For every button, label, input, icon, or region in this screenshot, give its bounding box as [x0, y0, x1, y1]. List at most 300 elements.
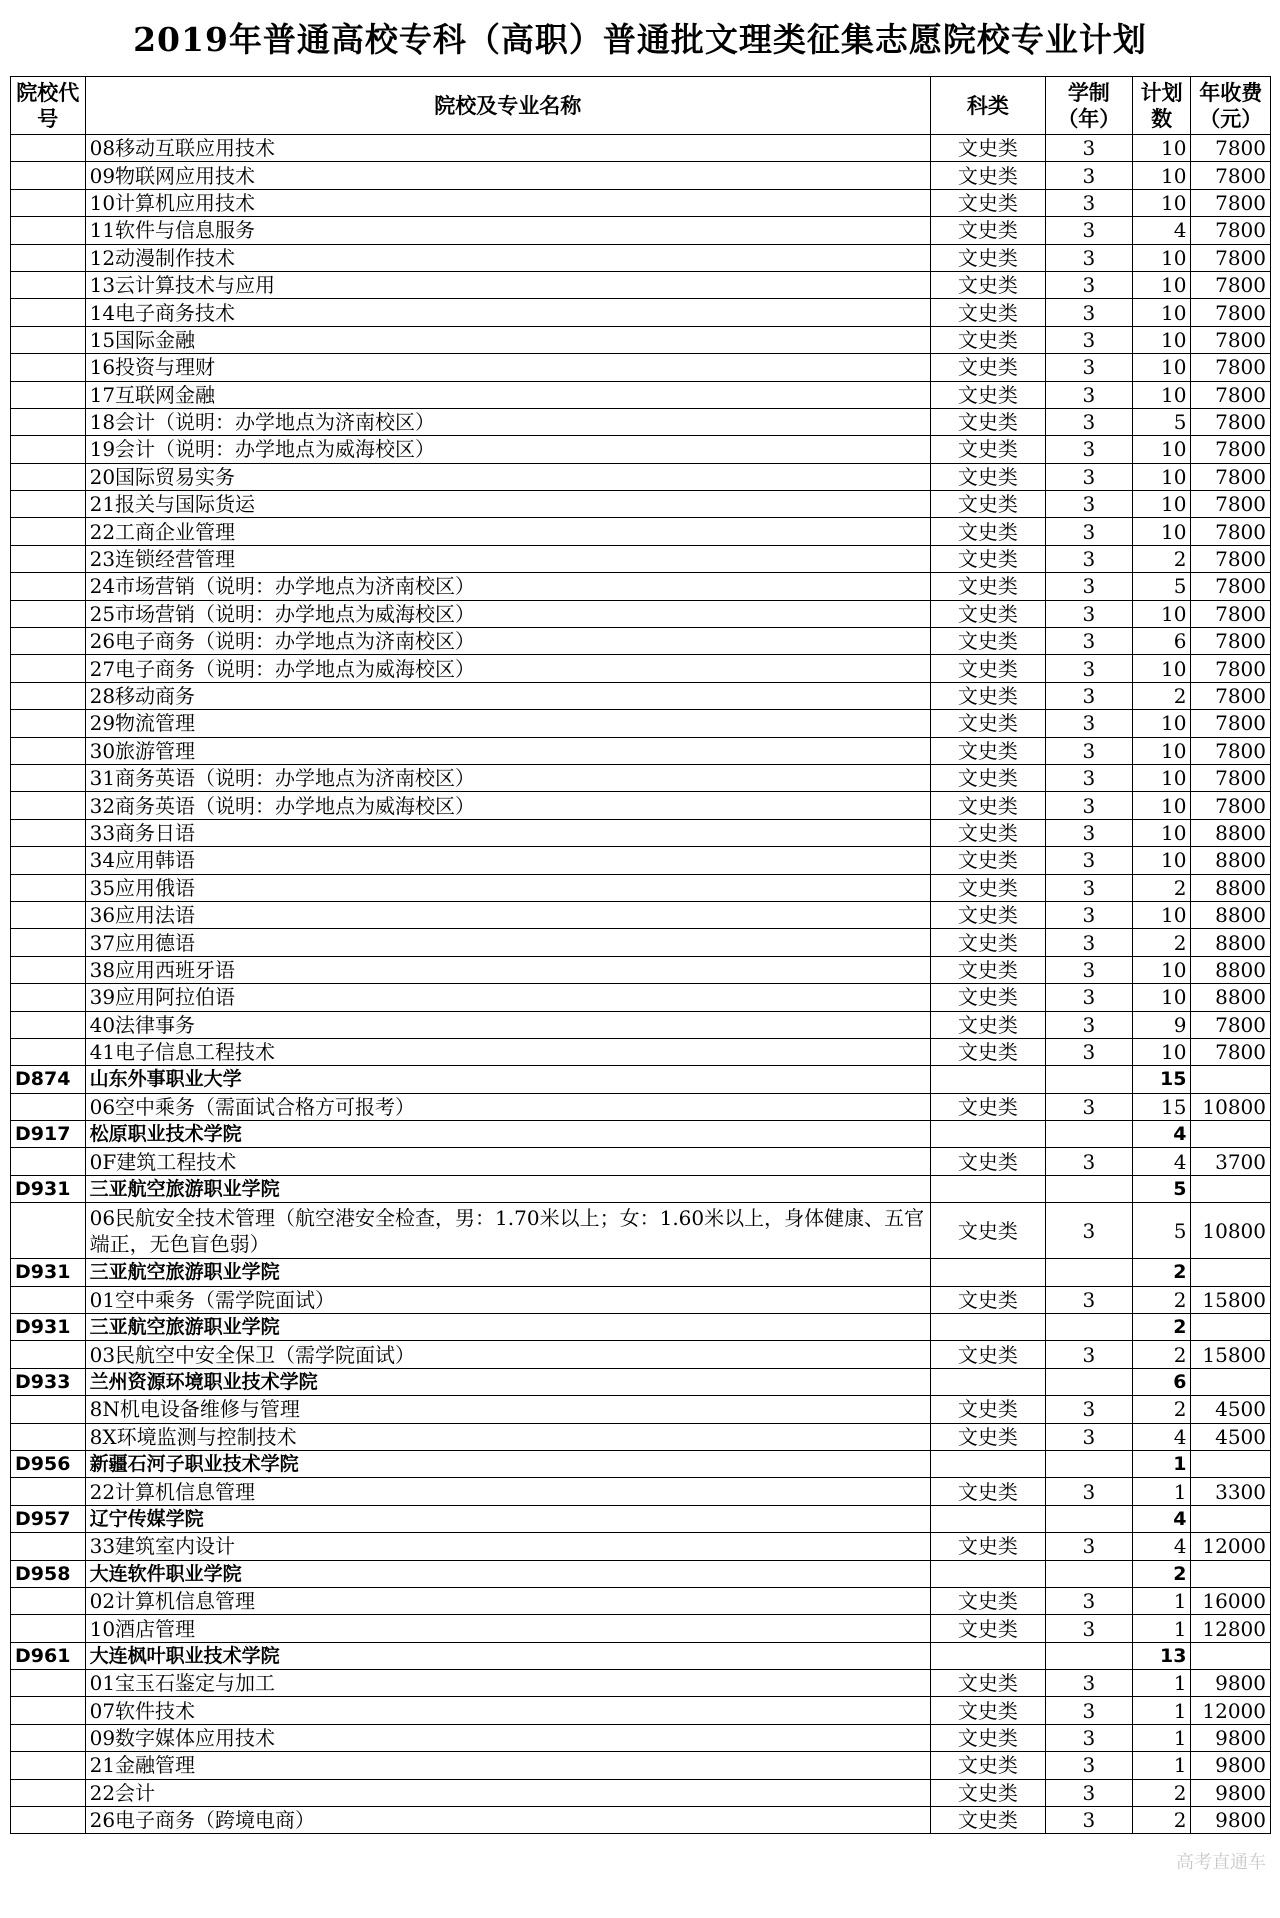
cell-name: 大连枫叶职业技术学院 — [85, 1642, 930, 1669]
cell-code — [11, 929, 86, 956]
cell-name: 06民航安全技术管理（航空港安全检查，男：1.70米以上；女：1.60米以上，身体健康、五官端正，无色盲色弱） — [85, 1203, 930, 1259]
table-row — [11, 271, 1271, 298]
cell-fee: 4500 — [1191, 1396, 1271, 1423]
table-row — [11, 792, 1271, 819]
cell-plan: 10 — [1132, 518, 1191, 545]
cell-duration: 3 — [1045, 984, 1132, 1011]
cell-name: 29物流管理 — [85, 710, 930, 737]
cell-code — [11, 600, 86, 627]
table-row — [11, 326, 1271, 353]
cell-plan: 10 — [1132, 326, 1191, 353]
cell-duration: 3 — [1045, 1396, 1132, 1423]
cell-duration: 3 — [1045, 1779, 1132, 1806]
table-row — [11, 1724, 1271, 1751]
cell-fee: 8800 — [1191, 819, 1271, 846]
table-row — [11, 1286, 1271, 1313]
table-row — [11, 929, 1271, 956]
cell-plan: 2 — [1132, 1779, 1191, 1806]
cell-fee: 7800 — [1191, 628, 1271, 655]
cell-fee: 7800 — [1191, 381, 1271, 408]
cell-code — [11, 1203, 86, 1259]
cell-code — [11, 1697, 86, 1724]
cell-fee: 7800 — [1191, 710, 1271, 737]
cell-code — [11, 984, 86, 1011]
cell-name: 10酒店管理 — [85, 1615, 930, 1642]
cell-code — [11, 1533, 86, 1560]
cell-name: 08移动互联应用技术 — [85, 135, 930, 162]
cell-fee: 10800 — [1191, 1203, 1271, 1259]
cell-subject: 文史类 — [930, 518, 1045, 545]
table-row — [11, 573, 1271, 600]
cell-name: 41电子信息工程技术 — [85, 1038, 930, 1065]
cell-plan: 10 — [1132, 655, 1191, 682]
cell-name: 26电子商务（说明：办学地点为济南校区） — [85, 628, 930, 655]
cell-plan: 5 — [1132, 573, 1191, 600]
cell-name: 27电子商务（说明：办学地点为威海校区） — [85, 655, 930, 682]
cell-fee: 7800 — [1191, 436, 1271, 463]
cell-fee: 16000 — [1191, 1587, 1271, 1614]
cell-plan: 10 — [1132, 491, 1191, 518]
table-row — [11, 1807, 1271, 1834]
cell-name: 25市场营销（说明：办学地点为威海校区） — [85, 600, 930, 627]
cell-plan: 6 — [1132, 628, 1191, 655]
cell-name: 19会计（说明：办学地点为威海校区） — [85, 436, 930, 463]
cell-plan: 13 — [1132, 1642, 1191, 1669]
table-row — [11, 545, 1271, 572]
table-row — [11, 737, 1271, 764]
cell-subject: 文史类 — [930, 874, 1045, 901]
cell-name: 07软件技术 — [85, 1697, 930, 1724]
cell-subject: 文史类 — [930, 1670, 1045, 1697]
cell-code — [11, 1093, 86, 1120]
cell-subject: 文史类 — [930, 1203, 1045, 1259]
cell-fee: 4500 — [1191, 1423, 1271, 1450]
cell-duration: 3 — [1045, 436, 1132, 463]
cell-duration: 3 — [1045, 1724, 1132, 1751]
table-row — [11, 244, 1271, 271]
table-row — [11, 491, 1271, 518]
cell-plan: 10 — [1132, 463, 1191, 490]
cell-duration: 3 — [1045, 874, 1132, 901]
cell-duration: 3 — [1045, 545, 1132, 572]
cell-name: 33商务日语 — [85, 819, 930, 846]
cell-duration: 3 — [1045, 1203, 1132, 1259]
cell-plan: 2 — [1132, 1314, 1191, 1341]
cell-name: 06空中乘务（需面试合格方可报考） — [85, 1093, 930, 1120]
cell-fee: 10800 — [1191, 1093, 1271, 1120]
cell-duration: 3 — [1045, 1038, 1132, 1065]
cell-name: 26电子商务（跨境电商） — [85, 1807, 930, 1834]
cell-code — [11, 217, 86, 244]
cell-name: 22会计 — [85, 1779, 930, 1806]
cell-name: 13云计算技术与应用 — [85, 271, 930, 298]
cell-code — [11, 1396, 86, 1423]
cell-plan: 10 — [1132, 135, 1191, 162]
cell-duration: 3 — [1045, 1478, 1132, 1505]
cell-subject — [930, 1560, 1045, 1587]
cell-fee: 8800 — [1191, 874, 1271, 901]
cell-subject: 文史类 — [930, 1478, 1045, 1505]
cell-subject: 文史类 — [930, 217, 1045, 244]
cell-subject: 文史类 — [930, 655, 1045, 682]
cell-name: 15国际金融 — [85, 326, 930, 353]
cell-fee: 3700 — [1191, 1148, 1271, 1175]
cell-plan: 10 — [1132, 354, 1191, 381]
cell-duration: 3 — [1045, 1752, 1132, 1779]
cell-name: 10计算机应用技术 — [85, 189, 930, 216]
cell-fee: 9800 — [1191, 1724, 1271, 1751]
cell-duration: 3 — [1045, 162, 1132, 189]
cell-name: 三亚航空旅游职业学院 — [85, 1175, 930, 1202]
cell-code — [11, 162, 86, 189]
cell-code: D874 — [11, 1066, 86, 1093]
cell-plan: 15 — [1132, 1066, 1191, 1093]
cell-plan: 5 — [1132, 1175, 1191, 1202]
cell-code — [11, 573, 86, 600]
cell-code: D931 — [11, 1259, 86, 1286]
cell-fee: 7800 — [1191, 162, 1271, 189]
table-row — [11, 162, 1271, 189]
cell-plan: 2 — [1132, 1286, 1191, 1313]
cell-subject: 文史类 — [930, 1286, 1045, 1313]
school-row — [11, 1121, 1271, 1148]
cell-fee — [1191, 1560, 1271, 1587]
cell-duration: 3 — [1045, 792, 1132, 819]
cell-code — [11, 819, 86, 846]
cell-fee: 8800 — [1191, 929, 1271, 956]
cell-name: 22计算机信息管理 — [85, 1478, 930, 1505]
cell-plan: 2 — [1132, 545, 1191, 572]
cell-subject: 文史类 — [930, 1807, 1045, 1834]
cell-fee: 7800 — [1191, 737, 1271, 764]
cell-name: 09数字媒体应用技术 — [85, 1724, 930, 1751]
cell-subject: 文史类 — [930, 710, 1045, 737]
cell-subject — [930, 1505, 1045, 1532]
cell-subject — [930, 1066, 1045, 1093]
school-row — [11, 1175, 1271, 1202]
cell-name: 01宝玉石鉴定与加工 — [85, 1670, 930, 1697]
cell-duration: 3 — [1045, 956, 1132, 983]
cell-duration: 3 — [1045, 819, 1132, 846]
cell-fee: 7800 — [1191, 244, 1271, 271]
cell-name: 大连软件职业学院 — [85, 1560, 930, 1587]
cell-subject: 文史类 — [930, 1038, 1045, 1065]
cell-subject: 文史类 — [930, 956, 1045, 983]
cell-plan: 1 — [1132, 1587, 1191, 1614]
cell-fee: 9800 — [1191, 1670, 1271, 1697]
cell-code — [11, 354, 86, 381]
cell-subject: 文史类 — [930, 135, 1045, 162]
cell-fee: 7800 — [1191, 189, 1271, 216]
cell-duration: 3 — [1045, 135, 1132, 162]
cell-fee: 7800 — [1191, 354, 1271, 381]
cell-subject — [930, 1175, 1045, 1202]
cell-name: 18会计（说明：办学地点为济南校区） — [85, 408, 930, 435]
table-row — [11, 764, 1271, 791]
cell-name: 35应用俄语 — [85, 874, 930, 901]
cell-fee: 3300 — [1191, 1478, 1271, 1505]
cell-subject: 文史类 — [930, 436, 1045, 463]
cell-plan: 10 — [1132, 984, 1191, 1011]
table-row — [11, 984, 1271, 1011]
cell-code — [11, 1148, 86, 1175]
cell-fee — [1191, 1642, 1271, 1669]
cell-duration — [1045, 1505, 1132, 1532]
cell-duration: 3 — [1045, 1341, 1132, 1368]
table-row — [11, 1533, 1271, 1560]
cell-code — [11, 737, 86, 764]
cell-duration: 3 — [1045, 929, 1132, 956]
cell-duration: 3 — [1045, 299, 1132, 326]
cell-code — [11, 189, 86, 216]
cell-duration: 3 — [1045, 1148, 1132, 1175]
cell-code — [11, 271, 86, 298]
cell-subject: 文史类 — [930, 1341, 1045, 1368]
cell-fee — [1191, 1450, 1271, 1477]
cell-subject: 文史类 — [930, 271, 1045, 298]
cell-code — [11, 1670, 86, 1697]
table-row — [11, 1615, 1271, 1642]
cell-fee: 7800 — [1191, 326, 1271, 353]
table-row — [11, 628, 1271, 655]
cell-plan: 10 — [1132, 189, 1191, 216]
cell-subject: 文史类 — [930, 600, 1045, 627]
cell-code — [11, 518, 86, 545]
cell-subject: 文史类 — [930, 1779, 1045, 1806]
cell-name: 三亚航空旅游职业学院 — [85, 1259, 930, 1286]
cell-duration: 3 — [1045, 1533, 1132, 1560]
cell-code — [11, 1587, 86, 1614]
cell-duration: 3 — [1045, 600, 1132, 627]
cell-name: 21报关与国际货运 — [85, 491, 930, 518]
header-row — [11, 77, 1271, 135]
cell-code — [11, 1724, 86, 1751]
cell-duration: 3 — [1045, 354, 1132, 381]
cell-code — [11, 1779, 86, 1806]
table-row — [11, 1011, 1271, 1038]
cell-code: D931 — [11, 1314, 86, 1341]
cell-plan: 1 — [1132, 1724, 1191, 1751]
cell-subject: 文史类 — [930, 1011, 1045, 1038]
cell-subject: 文史类 — [930, 847, 1045, 874]
cell-name: 31商务英语（说明：办学地点为济南校区） — [85, 764, 930, 791]
cell-name: 三亚航空旅游职业学院 — [85, 1314, 930, 1341]
cell-duration — [1045, 1259, 1132, 1286]
cell-subject: 文史类 — [930, 1697, 1045, 1724]
cell-code — [11, 682, 86, 709]
cell-duration: 3 — [1045, 1423, 1132, 1450]
table-row — [11, 1423, 1271, 1450]
school-row — [11, 1450, 1271, 1477]
cell-name: 36应用法语 — [85, 901, 930, 928]
school-row — [11, 1505, 1271, 1532]
cell-plan: 2 — [1132, 874, 1191, 901]
cell-duration: 3 — [1045, 1011, 1132, 1038]
cell-duration — [1045, 1066, 1132, 1093]
cell-subject — [930, 1121, 1045, 1148]
cell-plan: 10 — [1132, 436, 1191, 463]
cell-code — [11, 628, 86, 655]
cell-subject — [930, 1642, 1045, 1669]
cell-plan: 10 — [1132, 901, 1191, 928]
table-row — [11, 354, 1271, 381]
cell-subject: 文史类 — [930, 545, 1045, 572]
cell-code: D961 — [11, 1642, 86, 1669]
cell-duration: 3 — [1045, 1286, 1132, 1313]
cell-fee: 7800 — [1191, 655, 1271, 682]
cell-name: 兰州资源环境职业技术学院 — [85, 1368, 930, 1395]
cell-duration — [1045, 1175, 1132, 1202]
cell-subject: 文史类 — [930, 628, 1045, 655]
cell-name: 22工商企业管理 — [85, 518, 930, 545]
cell-name: 01空中乘务（需学院面试） — [85, 1286, 930, 1313]
cell-name: 17互联网金融 — [85, 381, 930, 408]
cell-plan: 10 — [1132, 847, 1191, 874]
cell-subject: 文史类 — [930, 792, 1045, 819]
cell-subject: 文史类 — [930, 819, 1045, 846]
cell-code: D933 — [11, 1368, 86, 1395]
cell-subject: 文史类 — [930, 244, 1045, 271]
table-row — [11, 1093, 1271, 1120]
cell-plan: 1 — [1132, 1670, 1191, 1697]
cell-duration: 3 — [1045, 189, 1132, 216]
cell-plan: 10 — [1132, 764, 1191, 791]
table-row — [11, 381, 1271, 408]
cell-fee: 8800 — [1191, 984, 1271, 1011]
cell-code — [11, 1478, 86, 1505]
table-row — [11, 1779, 1271, 1806]
cell-code: D957 — [11, 1505, 86, 1532]
cell-code — [11, 408, 86, 435]
cell-fee: 8800 — [1191, 901, 1271, 928]
cell-code: D931 — [11, 1175, 86, 1202]
cell-name: 02计算机信息管理 — [85, 1587, 930, 1614]
cell-code — [11, 135, 86, 162]
cell-fee: 7800 — [1191, 271, 1271, 298]
cell-plan: 2 — [1132, 1259, 1191, 1286]
header-name: 院校及专业名称 — [85, 77, 930, 135]
cell-plan: 1 — [1132, 1697, 1191, 1724]
cell-name: 20国际贸易实务 — [85, 463, 930, 490]
table-row — [11, 189, 1271, 216]
table-body — [11, 135, 1271, 1834]
cell-code — [11, 299, 86, 326]
cell-name: 28移动商务 — [85, 682, 930, 709]
cell-subject: 文史类 — [930, 1587, 1045, 1614]
table-row — [11, 1670, 1271, 1697]
cell-duration: 3 — [1045, 381, 1132, 408]
cell-subject: 文史类 — [930, 1615, 1045, 1642]
table-row — [11, 655, 1271, 682]
cell-duration: 3 — [1045, 1807, 1132, 1834]
cell-fee: 7800 — [1191, 135, 1271, 162]
plan-table — [10, 76, 1271, 1834]
cell-name: 37应用德语 — [85, 929, 930, 956]
cell-fee: 7800 — [1191, 600, 1271, 627]
cell-subject: 文史类 — [930, 381, 1045, 408]
cell-duration — [1045, 1450, 1132, 1477]
table-row — [11, 217, 1271, 244]
cell-name: 11软件与信息服务 — [85, 217, 930, 244]
cell-subject — [930, 1259, 1045, 1286]
cell-subject: 文史类 — [930, 573, 1045, 600]
cell-code — [11, 710, 86, 737]
header-subject: 科类 — [930, 77, 1045, 135]
cell-code — [11, 874, 86, 901]
cell-plan: 10 — [1132, 792, 1191, 819]
cell-duration: 3 — [1045, 1093, 1132, 1120]
cell-plan: 2 — [1132, 1560, 1191, 1587]
cell-plan: 15 — [1132, 1093, 1191, 1120]
cell-plan: 2 — [1132, 682, 1191, 709]
cell-fee: 7800 — [1191, 408, 1271, 435]
cell-plan: 2 — [1132, 929, 1191, 956]
cell-fee: 7800 — [1191, 764, 1271, 791]
table-row — [11, 463, 1271, 490]
table-row — [11, 299, 1271, 326]
cell-code — [11, 491, 86, 518]
cell-name: 21金融管理 — [85, 1752, 930, 1779]
cell-subject: 文史类 — [930, 326, 1045, 353]
cell-duration: 3 — [1045, 1615, 1132, 1642]
cell-code — [11, 1341, 86, 1368]
cell-code: D956 — [11, 1450, 86, 1477]
cell-duration — [1045, 1642, 1132, 1669]
cell-name: 33建筑室内设计 — [85, 1533, 930, 1560]
cell-code — [11, 847, 86, 874]
table-row — [11, 1587, 1271, 1614]
cell-name: 23连锁经营管理 — [85, 545, 930, 572]
cell-plan: 10 — [1132, 299, 1191, 326]
table-row — [11, 1203, 1271, 1259]
cell-plan: 4 — [1132, 217, 1191, 244]
watermark: 高考直通车 — [1176, 1852, 1266, 1873]
table-row — [11, 1148, 1271, 1175]
cell-name: 8N机电设备维修与管理 — [85, 1396, 930, 1423]
cell-plan: 10 — [1132, 271, 1191, 298]
table-row — [11, 956, 1271, 983]
table-row — [11, 1478, 1271, 1505]
cell-subject — [930, 1450, 1045, 1477]
table-row — [11, 682, 1271, 709]
cell-fee: 7800 — [1191, 545, 1271, 572]
table-row — [11, 901, 1271, 928]
cell-fee: 7800 — [1191, 217, 1271, 244]
cell-subject: 文史类 — [930, 929, 1045, 956]
cell-fee: 15800 — [1191, 1341, 1271, 1368]
cell-fee: 9800 — [1191, 1807, 1271, 1834]
cell-fee: 8800 — [1191, 847, 1271, 874]
cell-code — [11, 1752, 86, 1779]
cell-subject: 文史类 — [930, 299, 1045, 326]
cell-duration: 3 — [1045, 628, 1132, 655]
cell-duration: 3 — [1045, 1587, 1132, 1614]
cell-name: 09物联网应用技术 — [85, 162, 930, 189]
cell-duration — [1045, 1560, 1132, 1587]
cell-fee — [1191, 1505, 1271, 1532]
table-row — [11, 1341, 1271, 1368]
cell-fee — [1191, 1368, 1271, 1395]
cell-name: 辽宁传媒学院 — [85, 1505, 930, 1532]
cell-code — [11, 545, 86, 572]
cell-code — [11, 381, 86, 408]
cell-fee — [1191, 1121, 1271, 1148]
cell-subject: 文史类 — [930, 737, 1045, 764]
cell-code — [11, 655, 86, 682]
header-duration: 学制（年） — [1045, 77, 1132, 135]
cell-name: 12动漫制作技术 — [85, 244, 930, 271]
cell-subject: 文史类 — [930, 1093, 1045, 1120]
